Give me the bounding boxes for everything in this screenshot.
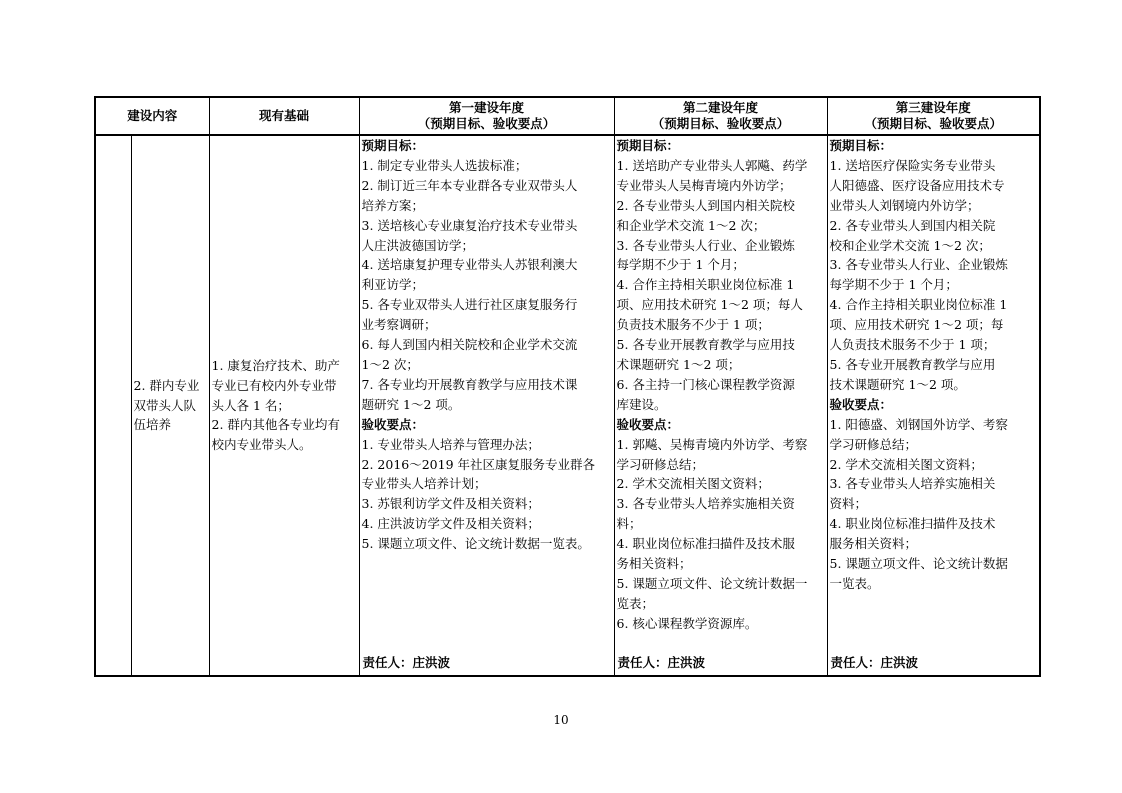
year3-check-line: 一览表。 <box>829 575 880 591</box>
header-year1 <box>359 97 614 135</box>
year3-check-heading: 验收要点： <box>829 396 893 412</box>
year2-check-heading: 验收要点： <box>616 416 680 432</box>
content-line: 2. 群内专业 <box>133 377 200 393</box>
year2-check-line: 2. 学术交流相关图文资料； <box>616 476 770 492</box>
year2-check-line: 1. 郭飚、吴梅青境内外访学、考察 <box>616 436 808 452</box>
header-year2-sub: （预期目标、验收要点） <box>651 116 790 131</box>
content-line: 双带头人队 <box>133 397 197 413</box>
year3-cell <box>827 135 1040 676</box>
basis-lines <box>212 356 357 456</box>
construction-plan-table <box>94 96 1041 677</box>
year1-goal-line: 1～2 次； <box>361 356 419 372</box>
year1-check-line: 1. 专业带头人培养与管理办法； <box>361 436 540 452</box>
year1-goal-line: 7. 各专业均开展教育教学与应用技术课 <box>361 376 578 392</box>
year2-check-line: 5. 课题立项文件、论文统计数据一 <box>616 575 808 591</box>
year1-goal-line: 业考察调研； <box>361 317 437 333</box>
year2-goal-line: 4. 合作主持相关职业岗位标准 1 <box>616 277 795 293</box>
year1-goal-line: 培养方案； <box>361 197 425 213</box>
year3-goal-line: 1. 送培医疗保险实务专业带头 <box>829 157 996 173</box>
year3-goal-list <box>830 156 1038 395</box>
year3-check-list <box>830 415 1038 594</box>
year2-goal-line: 库建设。 <box>616 396 667 412</box>
year1-check-list <box>362 435 612 554</box>
year3-goal-line: 2. 各专业带头人到国内相关院 <box>829 217 996 233</box>
year2-check-line: 3. 各专业带头人培养实施相关资 <box>616 496 795 512</box>
year1-responsible: 责任人：庄洪波 <box>362 655 451 671</box>
year1-check-line: 3. 苏银利访学文件及相关资料； <box>361 496 540 512</box>
year1-goal-line: 3. 送培核心专业康复治疗技术专业带头 <box>361 217 578 233</box>
content-lines <box>134 376 207 436</box>
year1-goal-line: 人庄洪波德国访学； <box>361 237 475 253</box>
basis-line: 2. 群内其他各专业均有 <box>211 417 340 433</box>
year2-goal-line: 和企业学术交流 1～2 次； <box>616 217 766 233</box>
year2-responsible: 责任人：庄洪波 <box>617 655 706 671</box>
year1-goal-line: 6. 每人到国内相关院校和企业学术交流 <box>361 337 578 353</box>
year1-check-line: 5. 课题立项文件、论文统计数据一览表。 <box>361 536 590 552</box>
year2-goal-line: 2. 各专业带头人到国内相关院校 <box>616 197 795 213</box>
year3-goal-line: 每学期不少于 1 个月； <box>829 277 958 293</box>
year3-goal-line: 5. 各专业开展教育教学与应用 <box>829 356 996 372</box>
year3-check-line: 2. 学术交流相关图文资料； <box>829 456 983 472</box>
year1-goal-line: 2. 制订近三年本专业群各专业双带头人 <box>361 177 578 193</box>
year1-check-heading: 验收要点： <box>361 416 425 432</box>
year1-goal-line: 1. 制定专业带头人选拔标准； <box>361 157 528 173</box>
year2-check-line: 览表； <box>616 595 655 611</box>
basis-line: 1. 康复治疗技术、助产 <box>211 357 340 373</box>
year1-check-line: 4. 庄洪波访学文件及相关资料； <box>361 516 540 532</box>
table-row <box>95 135 1040 676</box>
year2-cell <box>614 135 827 676</box>
year2-check-line: 4. 职业岗位标准扫描件及技术服 <box>616 536 795 552</box>
year2-goal-line: 每学期不少于 1 个月； <box>616 257 745 273</box>
year3-check-line: 服务相关资料； <box>829 536 918 552</box>
year2-goal-line: 术课题研究 1～2 项； <box>616 356 741 372</box>
year3-check-line: 4. 职业岗位标准扫描件及技术 <box>829 516 996 532</box>
basis-line: 校内专业带头人。 <box>211 437 312 453</box>
header-content: 建设内容 <box>95 97 209 135</box>
basis-line: 头人各 1 名； <box>211 397 290 413</box>
year1-goal-heading: 预期目标： <box>361 138 425 153</box>
year3-goal-line: 3. 各专业带头人行业、企业锻炼 <box>829 257 1008 273</box>
year1-goal-line: 题研究 1～2 项。 <box>361 396 461 412</box>
content-cell <box>131 135 209 676</box>
year1-goal-line: 4. 送培康复护理专业带头人苏银利澳大 <box>361 257 578 273</box>
year3-goal-line: 人阳德盛、医疗设备应用技术专 <box>829 177 1005 193</box>
page-number: 10 <box>553 713 569 727</box>
year2-check-line: 务相关资料； <box>616 556 692 572</box>
year3-goal-line: 4. 合作主持相关职业岗位标准 1 <box>829 297 1008 313</box>
header-basis: 现有基础 <box>209 97 359 135</box>
header-year1-sub: （预期目标、验收要点） <box>417 116 556 131</box>
header-year1-title: 第一建设年度 <box>449 100 525 115</box>
basis-cell <box>209 135 359 676</box>
year1-goal-list <box>362 156 612 415</box>
year1-check-line: 专业带头人培养计划； <box>361 476 487 492</box>
year2-check-line: 料； <box>616 516 642 532</box>
year2-goal-line: 项、应用技术研究 1～2 项；每人 <box>616 297 803 313</box>
year3-check-line: 1. 阳德盛、刘钢国外访学、考察 <box>829 416 1008 432</box>
year3-goal-heading: 预期目标： <box>829 138 893 153</box>
year1-goal-line: 利亚访学； <box>361 277 425 293</box>
header-year3 <box>827 97 1040 135</box>
year1-cell <box>359 135 614 676</box>
year1-goal-line: 5. 各专业双带头人进行社区康复服务行 <box>361 297 578 313</box>
year2-check-line: 学习研修总结； <box>616 456 705 472</box>
year2-goal-line: 3. 各专业带头人行业、企业锻炼 <box>616 237 795 253</box>
year3-goal-line: 人负责技术服务不少于 1 项； <box>829 337 996 353</box>
year3-responsible: 责任人：庄洪波 <box>830 655 919 671</box>
year3-check-line: 资料； <box>829 496 868 512</box>
year3-goal-line: 校和企业学术交流 1～2 次； <box>829 237 991 253</box>
header-year2 <box>614 97 827 135</box>
year3-goal-line: 技术课题研究 1～2 项。 <box>829 376 966 392</box>
year3-check-line: 学习研修总结； <box>829 436 918 452</box>
year2-goal-list <box>617 156 825 415</box>
year3-check-line: 3. 各专业带头人培养实施相关 <box>829 476 996 492</box>
year2-check-list <box>617 435 825 634</box>
year2-goal-heading: 预期目标： <box>616 138 680 153</box>
year3-goal-line: 项、应用技术研究 1～2 项；每 <box>829 317 1004 333</box>
year3-check-line: 5. 课题立项文件、论文统计数据 <box>829 556 1008 572</box>
year2-goal-line: 1. 送培助产专业带头人郭飚、药学 <box>616 157 808 173</box>
header-year3-sub: （预期目标、验收要点） <box>864 116 1003 131</box>
year3-goal-line: 业带头人刘钢境内外访学； <box>829 197 980 213</box>
header-year2-title: 第二建设年度 <box>683 100 759 115</box>
year2-check-line: 6. 核心课程教学资源库。 <box>616 615 758 631</box>
year2-goal-line: 专业带头人吴梅青境内外访学； <box>616 177 792 193</box>
header-row <box>95 97 1040 135</box>
year2-goal-line: 6. 各主持一门核心课程教学资源 <box>616 376 795 392</box>
header-year3-title: 第三建设年度 <box>895 100 971 115</box>
row-index-cell <box>95 135 131 676</box>
year1-check-line: 2. 2016～2019 年社区康复服务专业群各 <box>361 456 596 472</box>
content-line: 伍培养 <box>133 417 172 433</box>
basis-line: 专业已有校内外专业带 <box>211 377 337 393</box>
year2-goal-line: 负责技术服务不少于 1 项； <box>616 317 770 333</box>
year2-goal-line: 5. 各专业开展教育教学与应用技 <box>616 337 795 353</box>
